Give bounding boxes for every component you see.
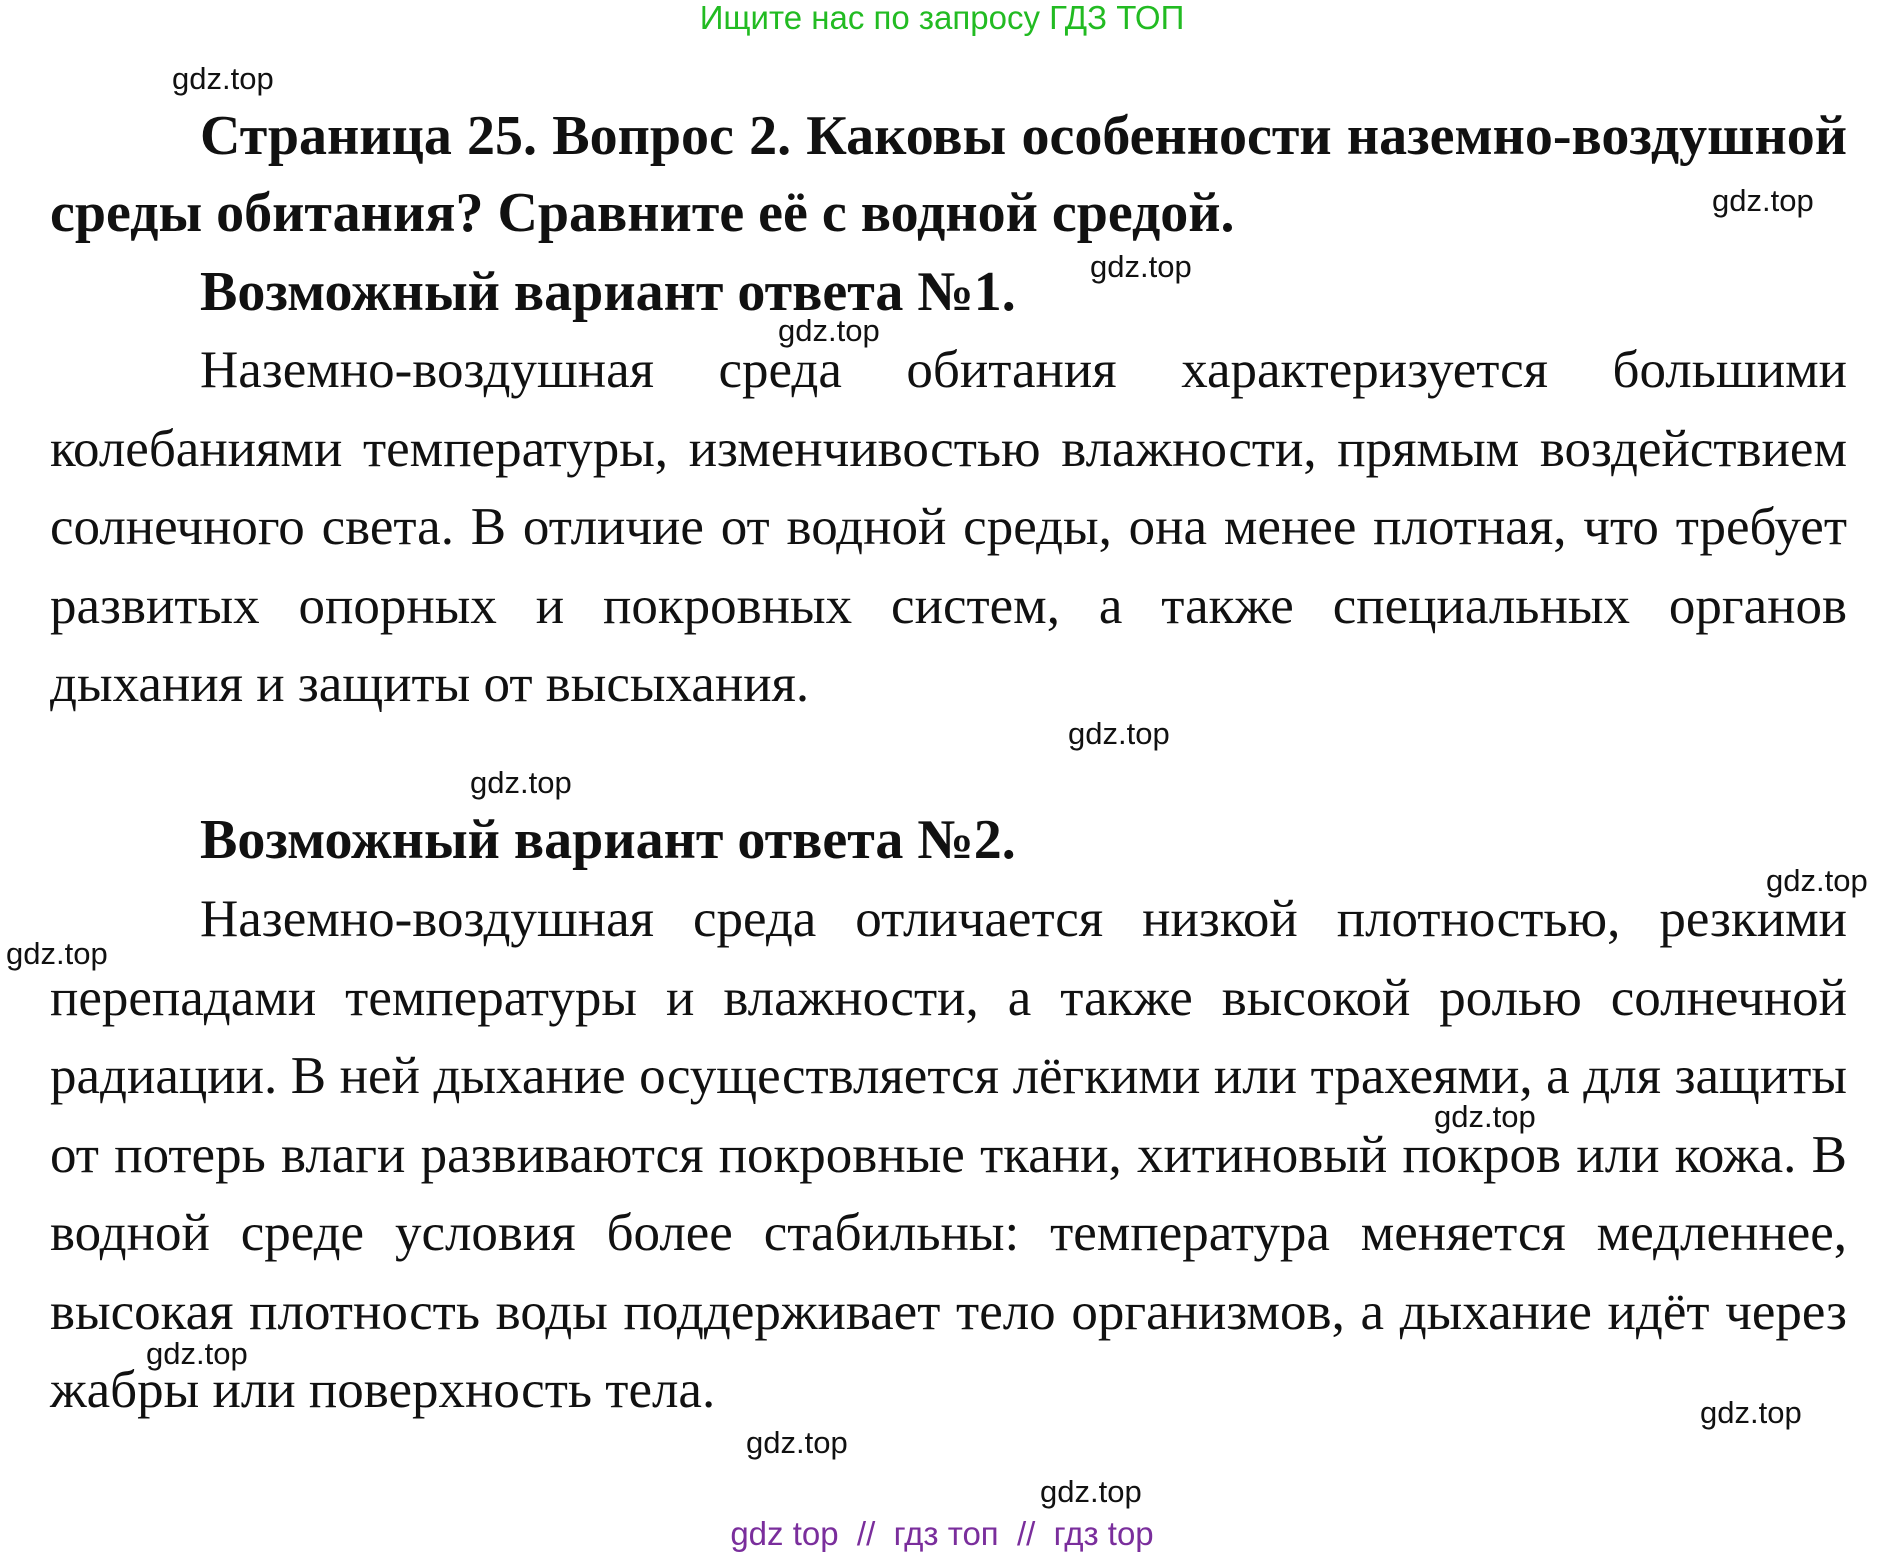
watermark: gdz.top — [1434, 1099, 1536, 1134]
answer-2-text: Наземно-воздушная среда отличается низкой плотностью, резкими перепадами температуры и влажности, а также высокой ролью солнечной радиации. В ней дыхание осуществляется лёгкими или трахеями, а для защиты от потерь влаги развиваются покровные ткани, хитиновый покров или кожа. В водной среде условия более стабильны: температура меняется медленнее, высокая плотность воды поддерживает тело организмов, а дыхание идёт через жабры или поверхность тела. — [50, 890, 1847, 1419]
watermark: gdz.top — [1090, 249, 1192, 284]
footer-links: gdz top // гдз топ // гдз top — [730, 1515, 1154, 1552]
watermark: gdz.top — [1040, 1474, 1142, 1509]
watermark: gdz.top — [1700, 1395, 1802, 1430]
watermark: gdz.top — [746, 1425, 848, 1460]
watermark: gdz.top — [6, 936, 108, 971]
watermark: gdz.top — [1766, 863, 1868, 898]
watermark: gdz.top — [470, 765, 572, 800]
answer-1-heading: Возможный вариант ответа №1. — [200, 261, 1016, 323]
top-banner: Ищите нас по запросу ГДЗ ТОП — [699, 0, 1185, 36]
watermark: gdz.top — [1068, 716, 1170, 751]
answer-1-text: Наземно-воздушная среда обитания характеризуется большими колебаниями температуры, изменчивостью влажности, прямым воздействием солнечного света. В отличие от водной среды, она менее плотная, что требует развитых опорных и покровных систем, а также специальных органов дыхания и защиты от высыхания. — [50, 341, 1847, 713]
watermark: gdz.top — [146, 1336, 248, 1371]
watermark: gdz.top — [778, 313, 880, 348]
watermark: gdz.top — [1712, 183, 1814, 218]
question-text: Страница 25. Вопрос 2. Каковы особенности наземно-воздушной среды обитания? Сравните её с водной средой. — [50, 105, 1847, 244]
answer-2-heading: Возможный вариант ответа №2. — [200, 809, 1016, 871]
watermark: gdz.top — [172, 61, 274, 96]
